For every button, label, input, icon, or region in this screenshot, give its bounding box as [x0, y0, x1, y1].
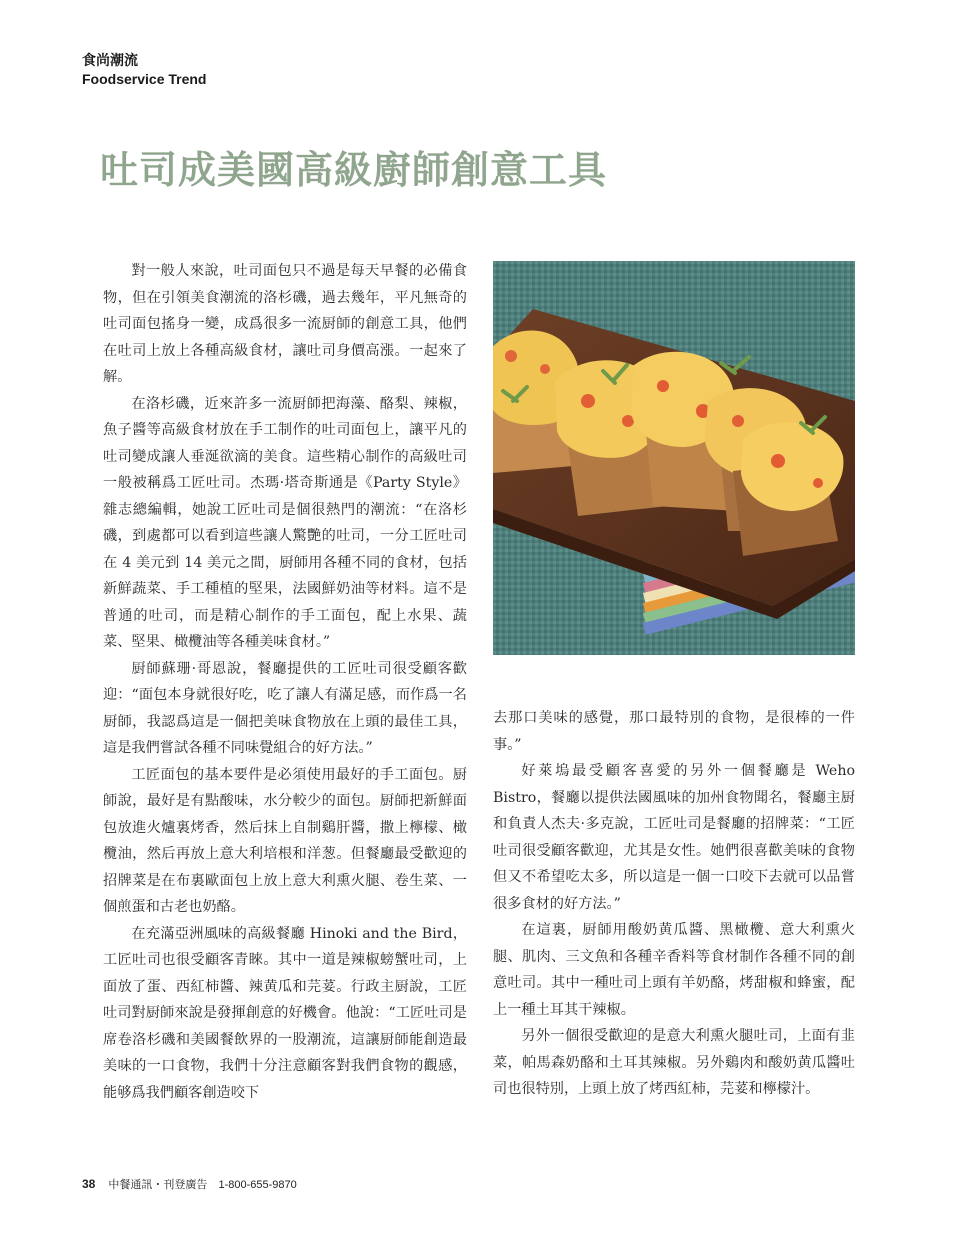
- paragraph: 在這裏，厨師用酸奶黄瓜醬、黑橄欖、意大利熏火腿、肌肉、三文魚和各種辛香料等食材制作各種不同的創意吐司。其中一種吐司上頭有羊奶酪，烤甜椒和蜂蜜，配上一種土耳其干辣椒。: [493, 922, 855, 1018]
- paragraph: 好萊塢最受顧客喜愛的另外一個餐廳是 Weho Bistro，餐廳以提供法國風味的加州食物聞名，餐廳主厨和負責人杰夫·多克說，工匠吐司是餐廳的招牌菜：“工匠吐司很受顧客歡迎，尤其是女性。她們很喜歡美味的食物但又不希望吃太多，所以這是一個一口咬下去就可以品嘗很多食材的好方法。”: [493, 763, 855, 912]
- phone-number: 1-800-655-9870: [218, 1179, 297, 1191]
- article-column-right: [493, 705, 855, 1103]
- section-title-chinese: 食尚潮流: [82, 53, 138, 69]
- paragraph: 去那口美味的感覺，那口最特別的食物，是很棒的一件事。”: [493, 710, 855, 753]
- page-number: 38: [82, 1177, 96, 1191]
- food-photo: [493, 261, 855, 655]
- paragraph: 厨師蘇珊·哥恩說，餐廳提供的工匠吐司很受顧客歡迎：“面包本身就很好吃，吃了讓人有滿足感，而作爲一名厨師，我認爲這是一個把美味食物放在上頭的最佳工具，這是我們嘗試各種不同味覺組合的好方法。”: [103, 660, 467, 756]
- paragraph: 工匠面包的基本要件是必須使用最好的手工面包。厨師說，最好是有點酸味，水分較少的面包。厨師把新鮮面包放進火爐裏烤香，然后抹上自制鷄肝醬，撒上檸檬、橄欖油，然后再放上意大利培根和洋葱。但餐廳最受歡迎的招牌菜是在布裏歐面包上放上意大利熏火腿、卷生菜、一個煎蛋和古老也奶酪。: [103, 766, 467, 915]
- section-title-english: Foodservice Trend: [82, 71, 207, 87]
- article-title: 吐司成美國高級廚師創意工具: [100, 147, 608, 192]
- paragraph: 另外一個很受歡迎的是意大利熏火腿吐司，上面有韭菜，帕馬森奶酪和土耳其辣椒。另外鷄肉和酸奶黄瓜醬吐司也很特別，上頭上放了烤西紅柿，芫荽和檸檬汁。: [493, 1028, 855, 1097]
- paragraph: 在充滿亞洲風味的高級餐廳 Hinoki and the Bird，工匠吐司也很受顧客青睞。其中一道是辣椒螃蟹吐司，上面放了蛋、西紅柿醬、辣黄瓜和芫荽。行政主厨說，工匠吐司對厨師來說是發揮創意的好機會。他說：“工匠吐司是席卷洛杉磯和美國餐飲界的一股潮流，這讓厨師能創造最美味的一口食物，我們十分注意顧客對我們食物的觀感，能够爲我們顧客創造咬下: [103, 925, 467, 1101]
- publication-name: 中餐通訊・刊登廣告: [108, 1179, 208, 1191]
- paragraph: 對一般人來說，吐司面包只不過是每天早餐的必備食物，但在引領美食潮流的洛杉磯，過去幾年，平凡無奇的吐司面包搖身一變，成爲很多一流厨師的創意工具，他們在吐司上放上各種高級食材，讓吐司身價高漲。一起來了解。: [103, 263, 467, 385]
- paragraph: 在洛杉磯，近來許多一流厨師把海藻、酪梨、辣椒，魚子醬等高級食材放在手工制作的吐司面包上，讓平凡的吐司變成讓人垂涎欲滴的美食。這些精心制作的高級吐司一般被稱爲工匠吐司。杰瑪·塔奇斯通是《Party Style》雜志總編輯，她說工匠吐司是個很熱門的潮流：“在洛杉磯，到處都可以看到這些讓人驚艷的吐司，一分工匠吐司在 4 美元到 14 美元之間，厨師用各種不同的食材，包括新鮮蔬菜、手工種植的堅果，法國鮮奶油等材料。這不是普通的吐司，而是精心制作的手工面包，配上水果、蔬菜、堅果、橄欖油等各種美味食材。”: [103, 395, 467, 650]
- article-column-left: [103, 258, 467, 1106]
- page-footer: [82, 1176, 297, 1192]
- section-header: [82, 52, 206, 88]
